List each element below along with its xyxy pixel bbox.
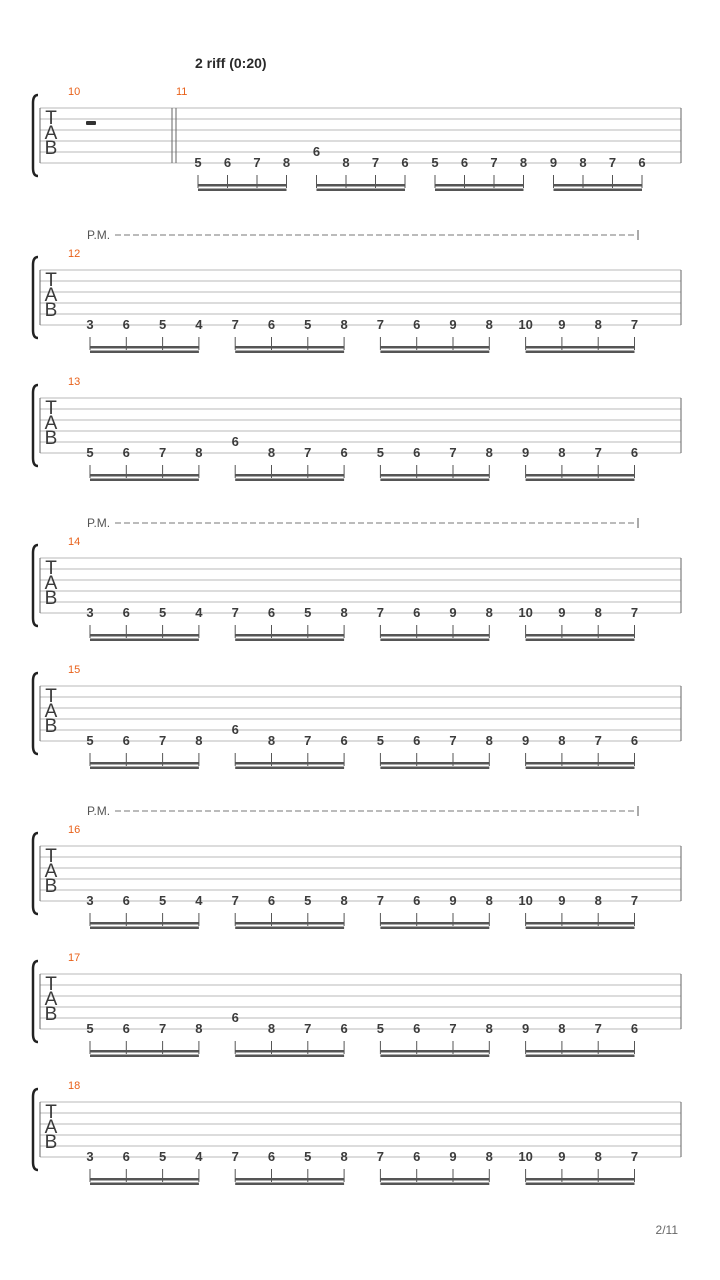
fret-number: 9 (521, 445, 530, 460)
beam (554, 184, 643, 187)
page-number: 2/11 (655, 1223, 678, 1237)
fret-number: 5 (158, 1149, 167, 1164)
beam (526, 767, 635, 770)
fret-number: 6 (122, 445, 130, 460)
fret-number: 8 (594, 605, 602, 620)
beam (235, 927, 344, 930)
system-bracket (33, 673, 38, 754)
fret-number: 7 (253, 155, 261, 170)
beam (526, 474, 635, 477)
fret-number: 7 (630, 605, 639, 620)
fret-number: 7 (376, 317, 385, 332)
fret-number: 5 (194, 155, 202, 170)
system-bracket (33, 961, 38, 1042)
fret-number: 5 (376, 1021, 385, 1036)
fret-number: 6 (413, 317, 421, 332)
fret-number: 6 (413, 733, 421, 748)
fret-number: 8 (558, 1021, 566, 1036)
beam (526, 351, 635, 354)
fret-number: 6 (413, 893, 421, 908)
fret-number: 6 (413, 445, 421, 460)
beam (90, 927, 199, 930)
fret-number: 5 (158, 317, 167, 332)
tab-clef-letter: A (44, 701, 58, 722)
beam (526, 927, 635, 930)
tab-system (33, 1080, 681, 1185)
tab-clef-letter: A (44, 1117, 58, 1138)
fret-number: 8 (594, 893, 602, 908)
fret-number: 5 (86, 445, 94, 460)
fret-number: 7 (630, 317, 639, 332)
fret-number: 8 (340, 893, 348, 908)
fret-number: 8 (485, 1021, 493, 1036)
fret-number: 6 (630, 733, 639, 748)
fret-number: 5 (158, 605, 167, 620)
fret-number: 7 (376, 605, 385, 620)
fret-number: 8 (340, 317, 348, 332)
fret-number: 3 (86, 1149, 94, 1164)
palm-mute-label: P.M. (87, 516, 111, 530)
beam (380, 762, 489, 765)
beam (235, 762, 344, 765)
measure-number: 13 (68, 376, 81, 388)
fret-number: 8 (267, 1021, 276, 1036)
beam (198, 184, 287, 187)
beam (380, 1178, 489, 1181)
measure-number: 12 (68, 248, 81, 260)
fret-number: 7 (594, 1021, 602, 1036)
fret-number: 9 (549, 155, 558, 170)
beam (526, 346, 635, 349)
fret-number: 7 (376, 1149, 385, 1164)
fret-number: 7 (304, 1021, 312, 1036)
fret-number: 10 (518, 1149, 533, 1164)
beam (526, 1178, 635, 1181)
fret-number: 8 (342, 155, 350, 170)
tab-clef-letter: B (44, 428, 58, 449)
tab-clef-letter: B (44, 300, 58, 321)
tab-system (33, 376, 681, 481)
beam (90, 1050, 199, 1053)
beam (235, 1055, 344, 1058)
tab-clef-letter: T (45, 398, 57, 419)
measure-number: 14 (68, 536, 81, 548)
beam (235, 346, 344, 349)
fret-number: 8 (519, 155, 528, 170)
fret-number: 5 (304, 893, 312, 908)
fret-number: 6 (413, 605, 421, 620)
fret-number: 7 (449, 1021, 457, 1036)
tab-system (33, 664, 681, 769)
fret-number: 9 (558, 605, 566, 620)
tab-clef-letter: B (44, 716, 58, 737)
beam (526, 1183, 635, 1186)
fret-number: 7 (231, 893, 239, 908)
beam (235, 634, 344, 637)
fret-number: 6 (638, 155, 646, 170)
fret-number: 9 (449, 1149, 457, 1164)
beam (317, 184, 406, 187)
fret-number: 7 (231, 1149, 239, 1164)
fret-number: 3 (86, 605, 94, 620)
tab-clef-letter: T (45, 846, 57, 867)
beam (235, 479, 344, 482)
beam (90, 1055, 199, 1058)
fret-number: 8 (485, 317, 493, 332)
fret-number: 7 (158, 733, 167, 748)
fret-number: 7 (594, 445, 602, 460)
tab-system (33, 86, 681, 191)
fret-number: 8 (485, 1149, 493, 1164)
measure-number: 15 (68, 664, 81, 676)
beam (235, 639, 344, 642)
fret-number: 8 (594, 1149, 602, 1164)
beam (380, 1055, 489, 1058)
tab-systems (33, 86, 681, 1185)
beam (235, 1178, 344, 1181)
beam (90, 479, 199, 482)
fret-number: 7 (449, 733, 457, 748)
tab-clef-letter: B (44, 1132, 58, 1153)
measure-number: 11 (176, 86, 188, 98)
fret-number: 4 (195, 605, 203, 620)
fret-number: 6 (413, 1149, 421, 1164)
fret-number: 6 (231, 434, 239, 449)
fret-number: 10 (518, 893, 533, 908)
tab-clef-letter: A (44, 413, 58, 434)
fret-number: 8 (485, 893, 493, 908)
beam (235, 1183, 344, 1186)
fret-number: 9 (558, 1149, 566, 1164)
measure-number: 10 (68, 86, 81, 98)
fret-number: 6 (340, 733, 348, 748)
measure-number: 18 (68, 1080, 81, 1092)
beam (90, 922, 199, 925)
system-bracket (33, 545, 38, 626)
beam (526, 762, 635, 765)
beam (90, 474, 199, 477)
fret-number: 5 (376, 733, 385, 748)
beam (380, 1183, 489, 1186)
whole-rest (86, 121, 96, 125)
beam (380, 767, 489, 770)
tab-clef-letter: B (44, 876, 58, 897)
fret-number: 5 (304, 1149, 312, 1164)
tab-clef-letter: A (44, 285, 58, 306)
fret-number: 5 (158, 893, 167, 908)
palm-mute-label: P.M. (87, 804, 111, 818)
system-bracket (33, 833, 38, 914)
beam (380, 351, 489, 354)
fret-number: 5 (304, 317, 312, 332)
beam (435, 184, 524, 187)
tab-system (33, 516, 681, 641)
tab-clef-letter: T (45, 1102, 57, 1123)
beam (317, 189, 406, 192)
fret-number: 8 (594, 317, 602, 332)
fret-number: 5 (376, 445, 385, 460)
beam (235, 1050, 344, 1053)
fret-number: 6 (231, 1010, 239, 1025)
system-bracket (33, 257, 38, 338)
fret-number: 7 (376, 893, 385, 908)
palm-mute-label: P.M. (87, 228, 111, 242)
beam (526, 634, 635, 637)
fret-number: 8 (195, 1021, 203, 1036)
fret-number: 5 (431, 155, 439, 170)
tab-clef-letter: A (44, 989, 58, 1010)
fret-number: 7 (630, 893, 639, 908)
beam (380, 639, 489, 642)
fret-number: 8 (267, 445, 276, 460)
beam (198, 189, 287, 192)
fret-number: 6 (630, 1021, 639, 1036)
fret-number: 7 (158, 1021, 167, 1036)
fret-number: 4 (195, 1149, 203, 1164)
fret-number: 8 (579, 155, 587, 170)
beam (380, 346, 489, 349)
fret-number: 5 (86, 733, 94, 748)
fret-number: 6 (122, 893, 130, 908)
beam (380, 1050, 489, 1053)
fret-number: 6 (267, 605, 276, 620)
beam (235, 474, 344, 477)
tab-clef-letter: T (45, 686, 57, 707)
fret-number: 7 (304, 445, 312, 460)
beam (90, 767, 199, 770)
beam (235, 767, 344, 770)
fret-number: 8 (558, 445, 566, 460)
fret-number: 7 (231, 605, 239, 620)
fret-number: 6 (340, 445, 348, 460)
beam (526, 479, 635, 482)
fret-number: 7 (231, 317, 239, 332)
fret-number: 6 (340, 1021, 348, 1036)
fret-number: 8 (485, 605, 493, 620)
beam (90, 634, 199, 637)
fret-number: 7 (630, 1149, 639, 1164)
fret-number: 6 (122, 1149, 130, 1164)
measure-number: 16 (68, 824, 81, 836)
tab-clef-letter: T (45, 558, 57, 579)
fret-number: 6 (122, 605, 130, 620)
beam (526, 639, 635, 642)
fret-number: 9 (449, 605, 457, 620)
fret-number: 7 (449, 445, 457, 460)
beam (90, 762, 199, 765)
fret-number: 9 (521, 1021, 530, 1036)
tab-system (33, 952, 681, 1057)
beam (526, 1055, 635, 1058)
fret-number: 8 (340, 605, 348, 620)
fret-number: 8 (267, 733, 276, 748)
fret-number: 7 (594, 733, 602, 748)
tab-clef-letter: T (45, 974, 57, 995)
tab-clef-letter: T (45, 270, 57, 291)
fret-number: 9 (449, 317, 457, 332)
fret-number: 7 (304, 733, 312, 748)
tab-system (33, 804, 681, 929)
tab-clef-letter: B (44, 588, 58, 609)
beam (235, 922, 344, 925)
fret-number: 10 (518, 605, 533, 620)
beam (90, 1178, 199, 1181)
fret-number: 7 (608, 155, 617, 170)
tab-clef-letter: A (44, 861, 58, 882)
fret-number: 6 (223, 155, 232, 170)
fret-number: 6 (231, 722, 239, 737)
beam (90, 639, 199, 642)
tab-system (33, 228, 681, 353)
fret-number: 9 (521, 733, 530, 748)
fret-number: 8 (485, 733, 493, 748)
fret-number: 7 (371, 155, 380, 170)
beam (380, 922, 489, 925)
fret-number: 8 (558, 733, 566, 748)
tab-clef-letter: T (45, 108, 57, 129)
fret-number: 8 (340, 1149, 348, 1164)
tab-clef-letter: B (44, 138, 58, 159)
fret-number: 3 (86, 317, 94, 332)
fret-number: 8 (282, 155, 291, 170)
fret-number: 8 (195, 733, 203, 748)
tab-clef-letter: A (44, 123, 58, 144)
system-bracket (33, 95, 38, 176)
fret-number: 4 (195, 893, 203, 908)
beam (380, 634, 489, 637)
fret-number: 3 (86, 893, 94, 908)
fret-number: 6 (401, 155, 409, 170)
fret-number: 9 (558, 893, 566, 908)
beam (235, 351, 344, 354)
fret-number: 6 (122, 317, 130, 332)
beam (90, 1183, 199, 1186)
fret-number: 6 (267, 893, 276, 908)
fret-number: 7 (158, 445, 167, 460)
fret-number: 8 (195, 445, 203, 460)
tab-clef-letter: B (44, 1004, 58, 1025)
fret-number: 10 (518, 317, 533, 332)
fret-number: 6 (630, 445, 639, 460)
fret-number: 6 (267, 1149, 276, 1164)
fret-number: 6 (312, 144, 321, 159)
beam (435, 189, 524, 192)
fret-number: 6 (267, 317, 276, 332)
system-bracket (33, 385, 38, 466)
fret-number: 6 (122, 733, 130, 748)
system-bracket (33, 1089, 38, 1170)
fret-number: 7 (490, 155, 498, 170)
tab-clef-letter: A (44, 573, 58, 594)
beam (554, 189, 643, 192)
fret-number: 8 (485, 445, 493, 460)
fret-number: 9 (449, 893, 457, 908)
fret-number: 5 (304, 605, 312, 620)
beam (380, 479, 489, 482)
section-title: 2 riff (0:20) (195, 55, 267, 71)
fret-number: 9 (558, 317, 566, 332)
beam (526, 1050, 635, 1053)
beam (90, 351, 199, 354)
fret-number: 6 (122, 1021, 130, 1036)
beam (380, 474, 489, 477)
fret-number: 5 (86, 1021, 94, 1036)
fret-number: 4 (195, 317, 203, 332)
measure-number: 17 (68, 952, 81, 964)
fret-number: 6 (413, 1021, 421, 1036)
beam (526, 922, 635, 925)
beam (90, 346, 199, 349)
beam (380, 927, 489, 930)
fret-number: 6 (460, 155, 469, 170)
